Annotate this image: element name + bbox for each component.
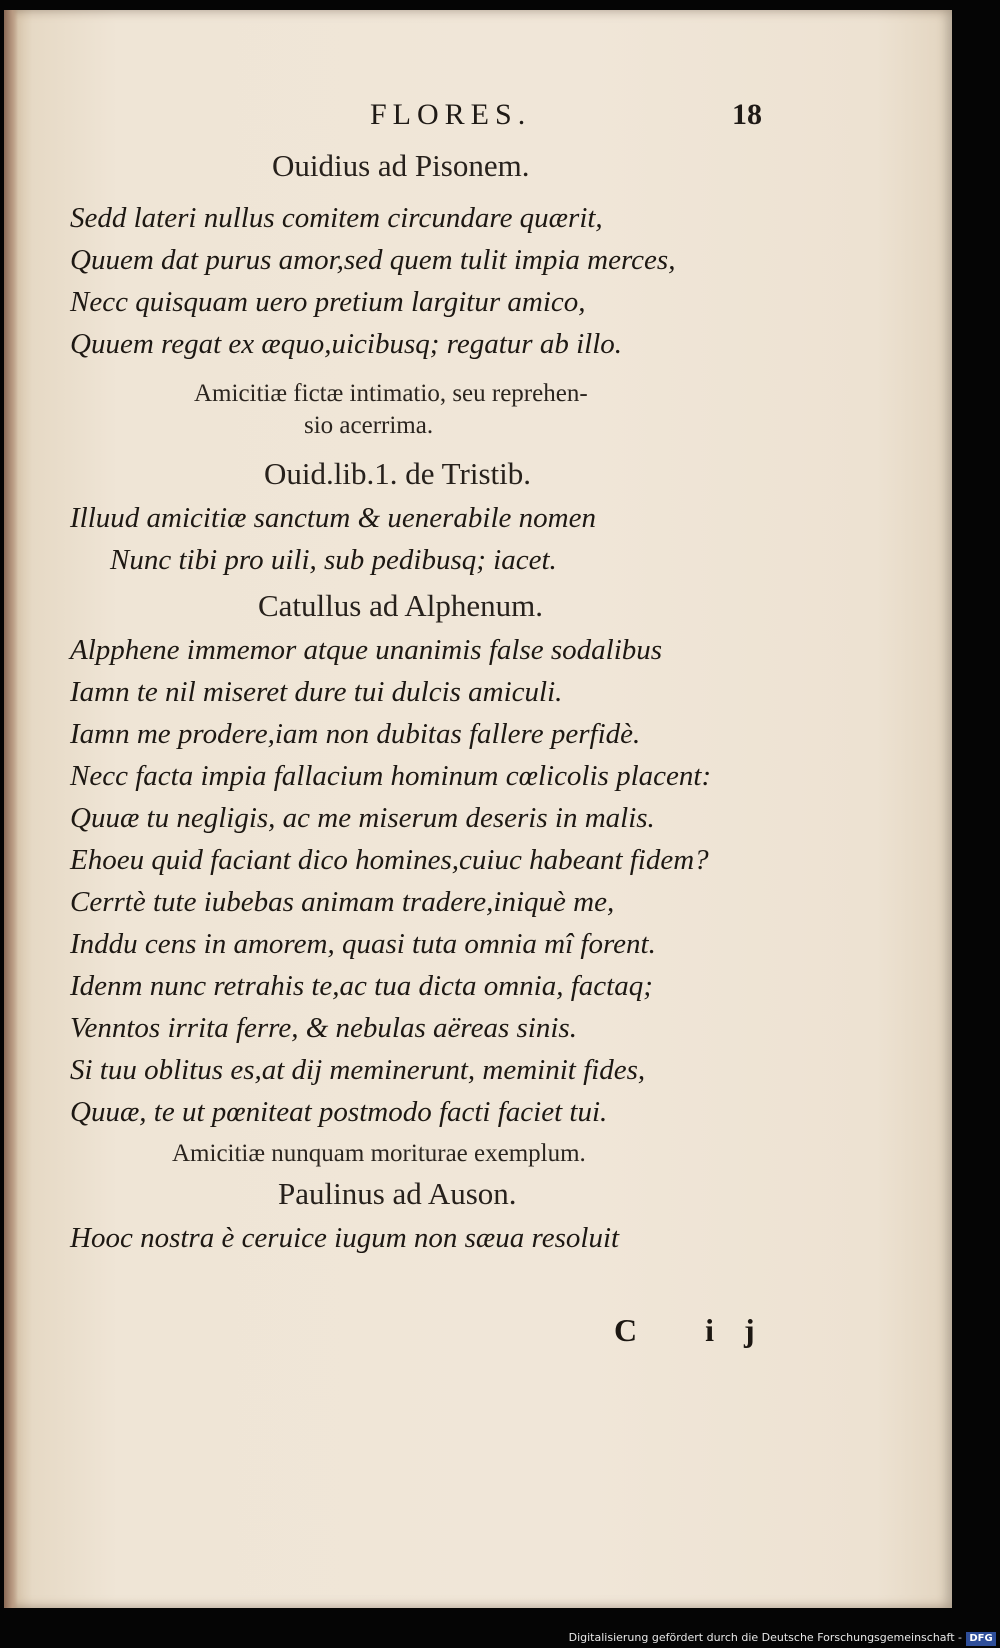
verse-line: Quuæ tu negligis, ac me miserum deseris in malis. — [70, 802, 655, 834]
verse-line: Alpphene immemor atque unanimis false sodalibus — [70, 634, 663, 666]
annotation-line: sio acerrima. — [304, 412, 434, 439]
book-page — [4, 10, 952, 1608]
digitization-credit: Digitalisierung gefördert durch die Deutsche Forschungsgemeinschaft - — [568, 1631, 962, 1644]
verse-line: Nunc tibi pro uili, sub pedibusq; iacet. — [110, 544, 557, 576]
verse-line: Idenm nunc retrahis te,ac tua dicta omnia, factaq; — [70, 970, 653, 1002]
verse-line: Necc quisquam uero pretium largitur amico, — [70, 286, 586, 318]
running-head: FLORES. — [370, 98, 532, 131]
section-heading: Ouidius ad Pisonem. — [272, 148, 530, 183]
dfg-logo: DFG — [966, 1632, 996, 1646]
verse-line: Sedd lateri nullus comitem circundare quærit, — [70, 202, 603, 234]
verse-line: Inddu cens in amorem, quasi tuta omnia mî forent. — [70, 928, 656, 960]
page-number: 18 — [732, 98, 762, 131]
verse-line: Necc facta impia fallacium hominum cœlicolis placent: — [70, 760, 712, 792]
section-heading: Catullus ad Alphenum. — [258, 588, 544, 623]
verse-line: Ehoeu quid faciant dico homines,cuiuc habeant fidem? — [70, 844, 709, 876]
verse-line: Venntos irrita ferre, & nebulas aëreas sinis. — [70, 1012, 577, 1044]
section-heading: Paulinus ad Auson. — [278, 1176, 517, 1211]
verse-line: Iamn te nil miseret dure tui dulcis amiculi. — [70, 676, 563, 708]
verse-line: Iamn me prodere,iam non dubitas fallere perfidè. — [70, 718, 641, 750]
verse-line: Quuæ, te ut pœniteat postmodo facti faciet tui. — [70, 1096, 608, 1128]
signature-mark: C ij — [614, 1312, 785, 1348]
section-heading: Ouid.lib.1. de Tristib. — [264, 456, 531, 491]
verse-line: Illuud amicitiæ sanctum & uenerabile nomen — [70, 502, 596, 534]
verse-line: Si tuu oblitus es,at dij meminerunt, meminit fides, — [70, 1054, 646, 1086]
page-gutter-shadow — [4, 10, 18, 1608]
verse-line: Hooc nostra è ceruice iugum non sæua resoluit — [70, 1222, 620, 1254]
annotation-line: Amicitiæ nunquam moriturae exemplum. — [172, 1140, 586, 1167]
annotation-line: Amicitiæ fictæ intimatio, seu reprehen- — [194, 380, 588, 407]
verse-line: Quuem regat ex æquo,uicibusq; regatur ab illo. — [70, 328, 623, 360]
verse-line: Cerrtè tute iubebas animam tradere,iniquè me, — [70, 886, 615, 918]
verse-line: Quuem dat purus amor,sed quem tulit impia merces, — [70, 244, 676, 276]
